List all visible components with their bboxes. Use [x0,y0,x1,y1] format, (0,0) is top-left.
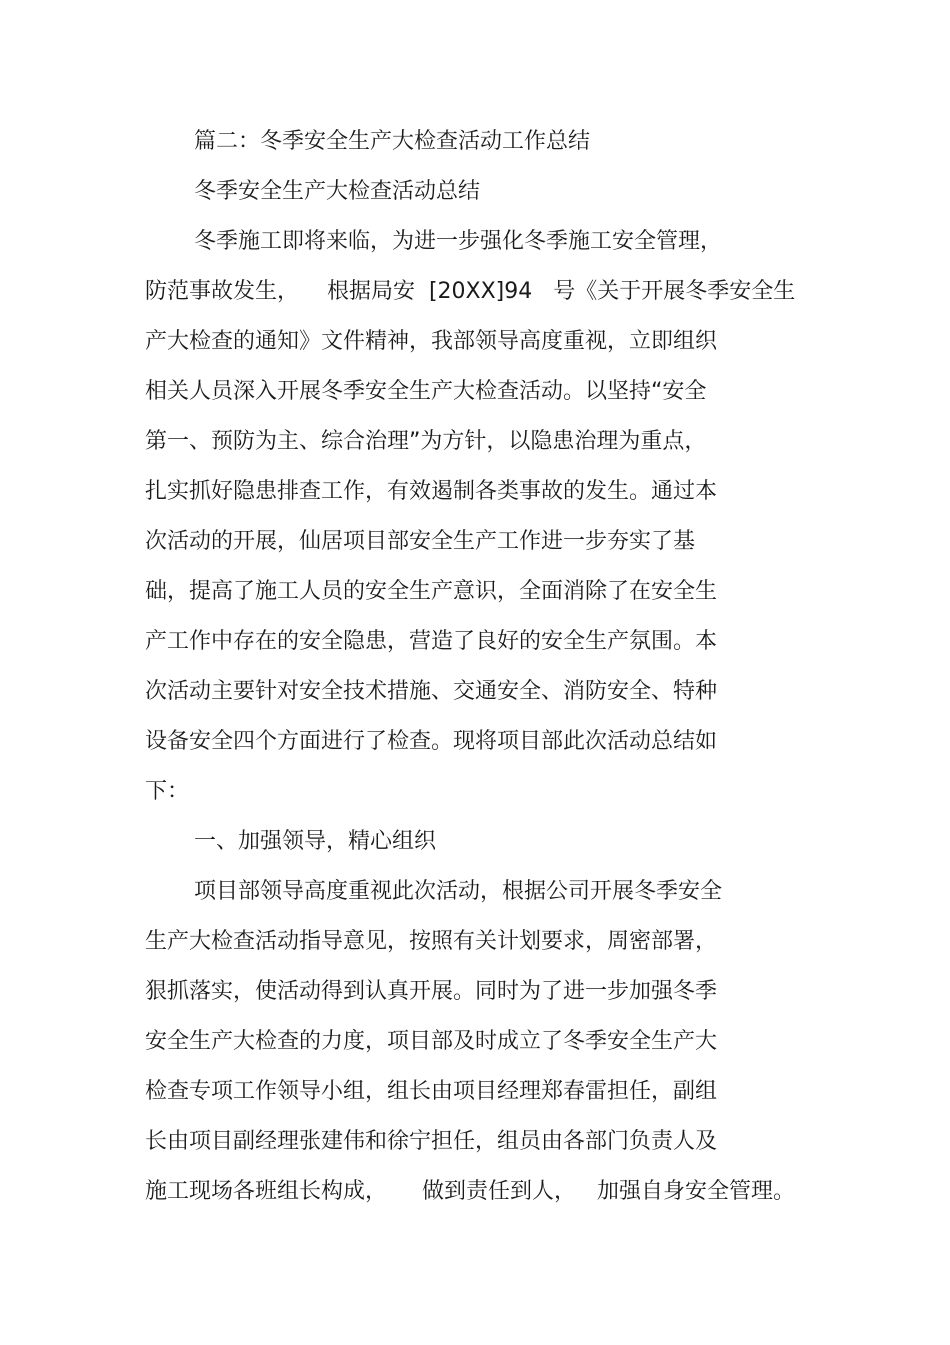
paragraph-line: 产工作中存在的安全隐患，营造了良好的安全生产氛围。本 [145,629,718,654]
section-title: 一、加强领导，精心组织 [194,829,437,854]
paragraph-line: 施工现场各班组长构成， 做到责任到人， 加强自身安全管理。 [145,1179,795,1204]
paragraph-line: 长由项目副经理张建伟和徐宁担任，组员由各部门负责人及 [145,1129,718,1154]
document-heading: 篇二：冬季安全生产大检查活动工作总结 [194,129,591,154]
paragraph-line: 相关人员深入开展冬季安全生产大检查活动。以坚持“安全 [145,379,707,404]
paragraph-line: 防范事故发生， 根据局安 [20XX]94 号《关于开展冬季安全生 [145,279,796,304]
paragraph-line: 生产大检查活动指导意见，按照有关计划要求，周密部署， [145,929,718,954]
paragraph-line: 础，提高了施工人员的安全生产意识，全面消除了在安全生 [145,579,718,604]
paragraph-line: 产大检查的通知》文件精神，我部领导高度重视，立即组织 [145,329,718,354]
paragraph-line: 检查专项工作领导小组，组长由项目经理郑春雷担任，副组 [145,1079,718,1104]
paragraph-line: 第一、预防为主、综合治理”为方针，以隐患治理为重点， [145,429,707,454]
paragraph-line: 下： [145,779,190,804]
paragraph-line: 项目部领导高度重视此次活动，根据公司开展冬季安全 [194,879,723,904]
paragraph-line: 次活动的开展，仙居项目部安全生产工作进一步夯实了基 [145,529,696,554]
paragraph-line: 安全生产大检查的力度，项目部及时成立了冬季安全生产大 [145,1029,718,1054]
paragraph-line: 次活动主要针对安全技术措施、交通安全、消防安全、特种 [145,679,718,704]
paragraph-line: 设备安全四个方面进行了检查。现将项目部此次活动总结如 [145,729,718,754]
paragraph-line: 扎实抓好隐患排查工作，有效遏制各类事故的发生。通过本 [145,479,718,504]
paragraph-line: 冬季施工即将来临，为进一步强化冬季施工安全管理， [194,229,723,254]
document-subheading: 冬季安全生产大检查活动总结 [194,179,481,204]
paragraph-line: 狠抓落实，使活动得到认真开展。同时为了进一步加强冬季 [145,979,718,1004]
